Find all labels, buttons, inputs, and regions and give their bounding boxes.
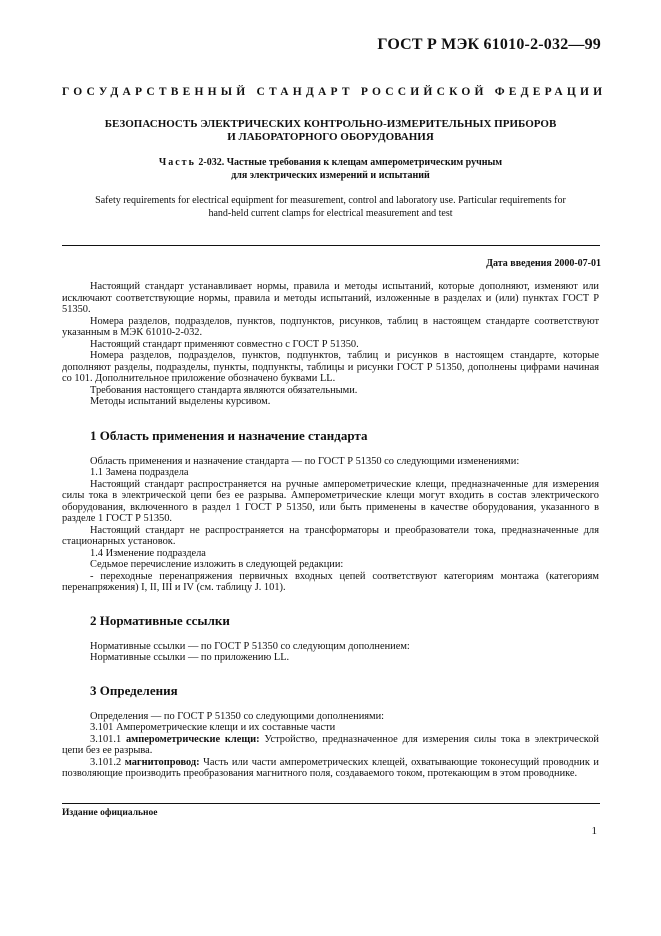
document-body	[62, 281, 599, 780]
section-3-paragraph: Определения — по ГОСТ Р 51350 со следующими дополнениями:	[90, 710, 385, 722]
english-title-line-1: Safety requirements for electrical equipment for measurement, control and laboratory use. Particular requirements for	[95, 195, 566, 206]
section-2-heading: 2 Нормативные ссылки	[90, 612, 230, 628]
header-divider	[62, 245, 600, 246]
english-title-line-2: hand-held current clamps for electrical measurement and test	[208, 207, 453, 219]
part-title	[62, 157, 599, 182]
main-title-line-2: И ЛАБОРАТОРНОГО ОБОРУДОВАНИЯ	[227, 131, 434, 143]
section-3-paragraph: 3.101 Амперометрические клещи и их составные части	[90, 722, 336, 733]
main-title	[62, 118, 599, 144]
definition-term: магнитопровод:	[124, 756, 200, 768]
definition-number: 3.101.2	[90, 756, 122, 768]
section-3-heading: 3 Определения	[90, 682, 178, 698]
section-1-paragraph: - переходные перенапряжения первичных входных цепей соответствуют категориям монтажа (категориям перенапряжения) I, II, III и IV (см. таблицу J. 101).	[62, 570, 599, 593]
section-2-paragraph: Нормативные ссылки — по ГОСТ Р 51350 со следующим дополнением:	[90, 640, 410, 652]
section-1-paragraph: 1.1 Замена подраздела	[90, 467, 189, 478]
part-title-line-2: для электрических измерений и испытаний	[231, 169, 430, 181]
intro-paragraph: Номера разделов, подразделов, пунктов, подпунктов, таблиц и рисунков в настоящем стандарте, которые дополняют разделы, подразделы, пункты, подпункты, таблицы и рисунки ГОСТ Р 51350, дополнены цифрами начиная со 101. Дополнительное приложение обозначено буквами LL.	[62, 350, 599, 384]
english-title	[62, 195, 599, 220]
page-number: 1	[591, 825, 597, 837]
intro-paragraph: Методы испытаний выделены курсивом.	[90, 396, 271, 407]
introduction-date: Дата введения 2000-07-01	[486, 258, 601, 269]
gost-code: ГОСТ Р МЭК 61010-2-032—99	[377, 36, 601, 53]
section-1-heading: 1 Область применения и назначение стандарта	[90, 427, 368, 443]
intro-paragraph: Требования настоящего стандарта являются обязательными.	[90, 384, 358, 396]
section-1-paragraph: 1.4 Изменение подраздела	[90, 547, 206, 559]
section-1-paragraph: Настоящий стандарт распространяется на ручные амперометрические клещи, предназначенные для измерения силы тока в электрической цепи без ее разрыва. Амперометрические клещи могут входить в состав электрического оборудования, включенного в раздел 1 ГОСТ Р 51350, или быть применены в качестве оборудования, указанного в разделе 1 ГОСТ Р 51350.	[62, 478, 599, 524]
definition-text: Часть или части амперометрических клещей, охватывающие токонесущий проводник и позволяющие производить преобразования магнитного поля, создаваемого током, протекающим в этом проводнике.	[62, 756, 599, 779]
footer-divider	[62, 803, 600, 804]
official-edition-label: Издание официальное	[62, 808, 158, 818]
part-title-text: 2-032. Частные требования к клещам амперометрическим ручным	[198, 157, 503, 168]
intro-paragraph: Номера разделов, подразделов, пунктов, подпунктов, рисунков, таблиц в настоящем стандарте соответствуют указанным в МЭК 61010-2-032.	[62, 315, 599, 338]
section-1-paragraph: Область применения и назначение стандарта — по ГОСТ Р 51350 со следующими изменениями:	[90, 455, 520, 467]
definition-term: амперометрические клещи:	[125, 733, 260, 745]
section-1-paragraph: Седьмое перечисление изложить в следующей редакции:	[90, 559, 344, 570]
section-2-paragraph: Нормативные ссылки — по приложению LL.	[90, 652, 290, 663]
main-title-line-1: БЕЗОПАСНОСТЬ ЭЛЕКТРИЧЕСКИХ КОНТРОЛЬНО-ИЗМЕРИТЕЛЬНЫХ ПРИБОРОВ	[104, 118, 557, 130]
definition-3-101-2	[62, 757, 599, 780]
part-label: Часть	[158, 157, 196, 168]
intro-paragraph: Настоящий стандарт применяют совместно с ГОСТ Р 51350.	[90, 338, 359, 350]
intro-paragraph: Настоящий стандарт устанавливает нормы, правила и методы испытаний, которые дополняют, изменяют или исключают соответствующие нормы, правила и методы испытаний, изложенные в разделах и (или) пунктах ГОСТ Р 51350.	[62, 281, 599, 315]
definition-text: Устройство, предназначенное для измерения силы тока в электрической цепи без ее разрыва.	[62, 733, 599, 756]
definition-3-101-1	[62, 734, 599, 757]
part-title-line-1	[62, 157, 599, 170]
section-1-paragraph: Настоящий стандарт не распространяется на трансформаторы и преобразователи тока, предназначенные для стационарных установок.	[62, 524, 599, 547]
definition-number: 3.101.1	[90, 733, 122, 745]
government-standard-title: ГОСУДАРСТВЕННЫЙ СТАНДАРТ РОССИЙСКОЙ ФЕДЕРАЦИИ	[62, 86, 607, 98]
